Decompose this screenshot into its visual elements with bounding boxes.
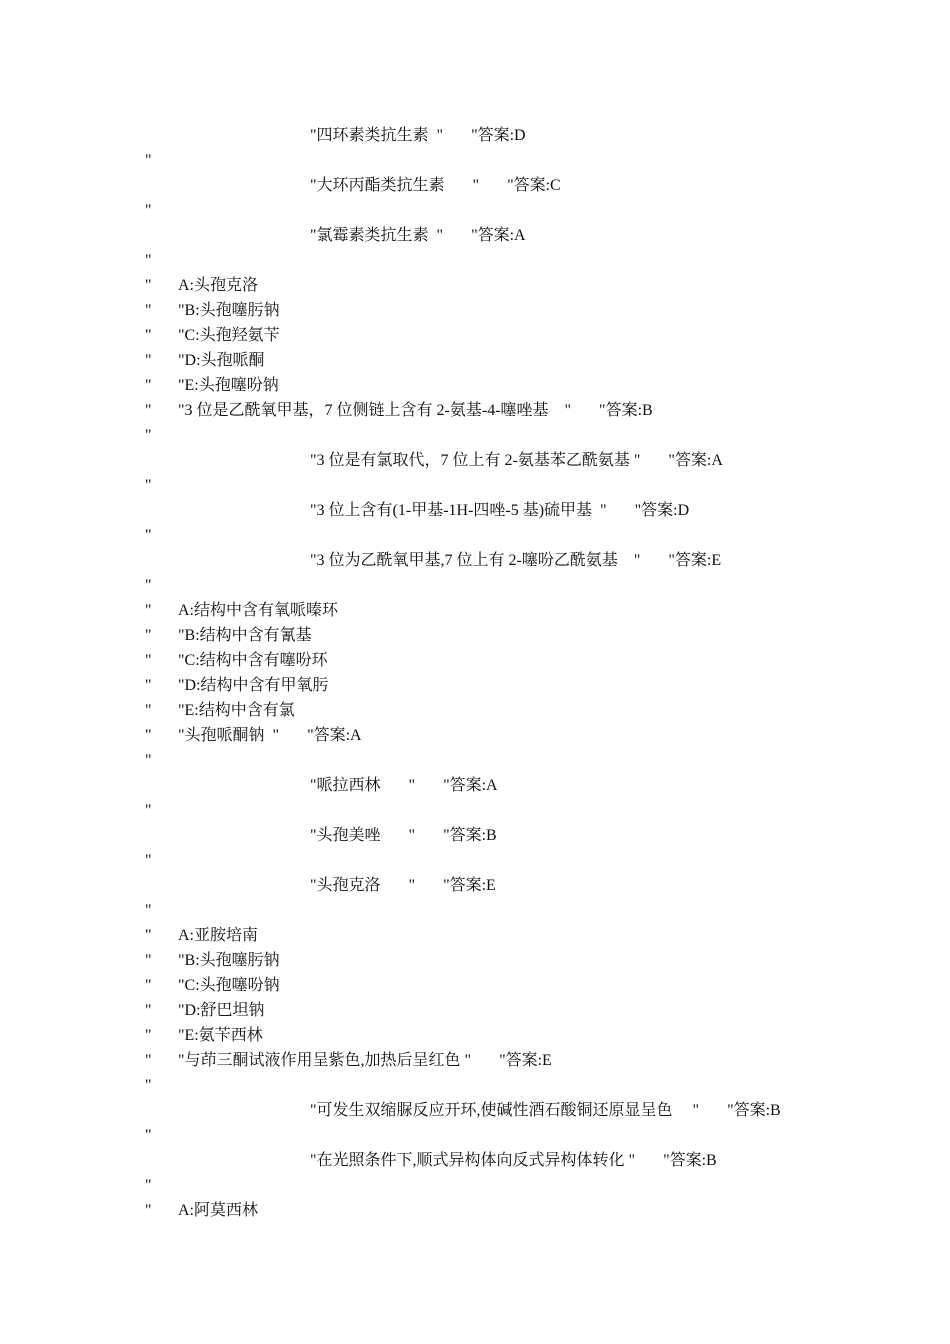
quote-mark: " bbox=[145, 327, 152, 344]
answer-line: "头孢美唑 " "答案:B bbox=[310, 827, 497, 844]
option-text: "头孢哌酮钠 " "答案:A bbox=[178, 727, 362, 744]
option-line bbox=[145, 348, 265, 373]
quote-mark-line: " bbox=[145, 902, 152, 919]
answer-line: "在光照条件下,顺式异构体向反式异构体转化 " "答案:B bbox=[310, 1152, 717, 1169]
option-line bbox=[145, 1198, 259, 1223]
option-text: A:头孢克洛 bbox=[178, 277, 259, 294]
option-line bbox=[145, 398, 653, 423]
quote-mark: " bbox=[145, 977, 152, 994]
answer-line: "头孢克洛 " "答案:E bbox=[310, 877, 496, 894]
quote-mark-line: " bbox=[145, 802, 152, 819]
quote-mark: " bbox=[145, 277, 152, 294]
quote-mark: " bbox=[145, 1052, 152, 1069]
option-text: "B:头孢噻肟钠 bbox=[178, 952, 280, 969]
option-line bbox=[145, 948, 280, 973]
option-text: A:结构中含有氧哌嗪环 bbox=[178, 602, 339, 619]
option-line bbox=[145, 673, 329, 698]
option-text: A:亚胺培南 bbox=[178, 927, 259, 944]
quote-mark-line: " bbox=[145, 527, 152, 544]
quote-mark: " bbox=[145, 727, 152, 744]
option-text: "B:头孢噻肟钠 bbox=[178, 302, 280, 319]
answer-line: "氯霉素类抗生素 " "答案:A bbox=[310, 227, 526, 244]
quote-mark: " bbox=[145, 302, 152, 319]
answer-line: "四环素类抗生素 " "答案:D bbox=[310, 127, 526, 144]
option-line bbox=[145, 323, 280, 348]
option-text: "E:氨苄西林 bbox=[178, 1027, 263, 1044]
option-text: "D:舒巴坦钠 bbox=[178, 1002, 265, 1019]
option-text: A:阿莫西林 bbox=[178, 1202, 259, 1219]
option-text: "E:头孢噻吩钠 bbox=[178, 377, 279, 394]
quote-mark: " bbox=[145, 1202, 152, 1219]
answer-line: "3 位为乙酰氧甲基,7 位上有 2-噻吩乙酰氨基 " "答案:E bbox=[310, 552, 722, 569]
answer-line: "哌拉西林 " "答案:A bbox=[310, 777, 498, 794]
quote-mark-line: " bbox=[145, 577, 152, 594]
option-line bbox=[145, 298, 280, 323]
option-text: "C:结构中含有噻吩环 bbox=[178, 652, 328, 669]
option-text: "D:结构中含有甲氧肟 bbox=[178, 677, 329, 694]
option-text: "与茚三酮试液作用呈紫色,加热后呈红色 " "答案:E bbox=[178, 1052, 552, 1069]
quote-mark: " bbox=[145, 402, 152, 419]
quote-mark: " bbox=[145, 352, 152, 369]
answer-line: "3 位是有氯取代，7 位上有 2-氨基苯乙酰氨基 " "答案:A bbox=[310, 452, 723, 469]
quote-mark-line: " bbox=[145, 1177, 152, 1194]
quote-mark: " bbox=[145, 952, 152, 969]
option-text: "E:结构中含有氯 bbox=[178, 702, 295, 719]
answer-line: "3 位上含有(1-甲基-1H-四唑-5 基)硫甲基 " "答案:D bbox=[310, 502, 690, 519]
quote-mark: " bbox=[145, 702, 152, 719]
option-line bbox=[145, 723, 362, 748]
option-text: "C:头孢噻吩钠 bbox=[178, 977, 280, 994]
quote-mark-line: " bbox=[145, 752, 152, 769]
option-line bbox=[145, 1023, 263, 1048]
answer-line: "可发生双缩脲反应开环,使碱性酒石酸铜还原显呈色 " "答案:B bbox=[310, 1102, 781, 1119]
option-text: "B:结构中含有氰基 bbox=[178, 627, 312, 644]
answer-line: "大环丙酯类抗生素 " "答案:C bbox=[310, 177, 561, 194]
quote-mark: " bbox=[145, 1002, 152, 1019]
option-line bbox=[145, 698, 295, 723]
option-line bbox=[145, 273, 259, 298]
option-line bbox=[145, 973, 280, 998]
quote-mark-line: " bbox=[145, 1077, 152, 1094]
quote-mark-line: " bbox=[145, 427, 152, 444]
quote-mark: " bbox=[145, 377, 152, 394]
option-line bbox=[145, 923, 259, 948]
quote-mark-line: " bbox=[145, 202, 152, 219]
quote-mark: " bbox=[145, 677, 152, 694]
option-line bbox=[145, 998, 265, 1023]
quote-mark-line: " bbox=[145, 852, 152, 869]
option-line bbox=[145, 1048, 552, 1073]
option-line bbox=[145, 598, 339, 623]
quote-mark: " bbox=[145, 652, 152, 669]
quote-mark: " bbox=[145, 927, 152, 944]
quote-mark: " bbox=[145, 1027, 152, 1044]
option-text: "D:头孢哌酮 bbox=[178, 352, 265, 369]
option-line bbox=[145, 648, 328, 673]
quote-mark-line: " bbox=[145, 252, 152, 269]
option-text: "3 位是乙酰氧甲基，7 位侧链上含有 2-氨基-4-噻唑基 " "答案:B bbox=[178, 402, 653, 419]
quote-mark-line: " bbox=[145, 477, 152, 494]
option-line bbox=[145, 373, 279, 398]
quote-mark-line: " bbox=[145, 152, 152, 169]
option-text: "C:头孢羟氨苄 bbox=[178, 327, 280, 344]
option-line bbox=[145, 623, 312, 648]
quote-mark-line: " bbox=[145, 1127, 152, 1144]
quote-mark: " bbox=[145, 627, 152, 644]
quote-mark: " bbox=[145, 602, 152, 619]
